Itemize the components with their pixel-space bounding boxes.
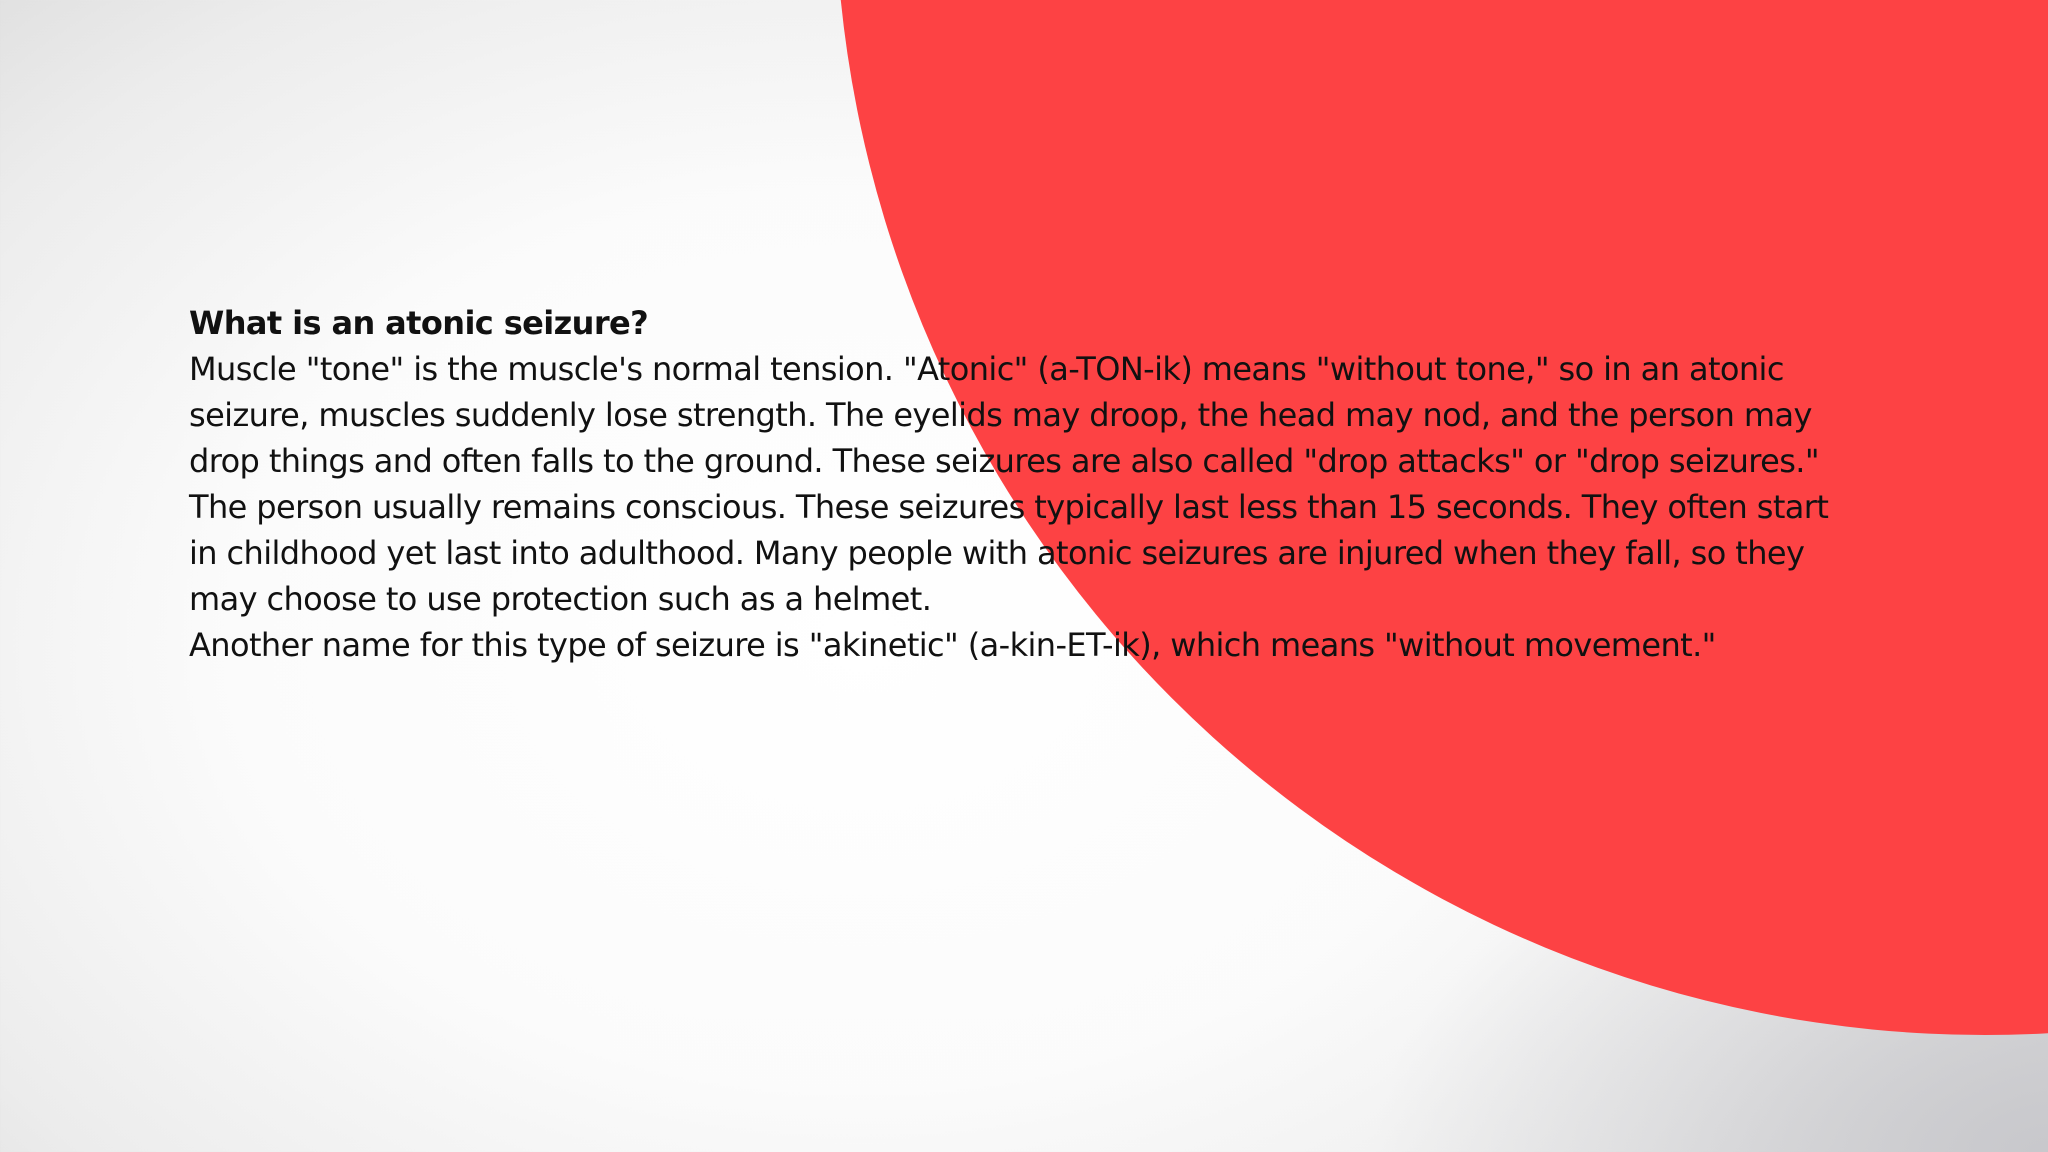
slide-paragraph-2: Another name for this type of seizure is "akinetic" (a-kin-ET-ik), which means "without movement." [189,626,1716,664]
slide-text-block [189,300,1849,668]
slide-heading: What is an atonic seizure? [189,304,649,342]
slide-paragraph-1: Muscle "tone" is the muscle's normal tension. "Atonic" (a-TON-ik) means "without tone," so in an atonic seizure, muscles suddenly lose strength. The eyelids may droop, the head may nod, and the person may drop things and often falls to the ground. These seizures are also called "drop attacks" or "drop seizures." The person usually remains conscious. These seizures typically last less than 15 seconds. They often start in childhood yet last into adulthood. Many people with atonic seizures are injured when they fall, so they may choose to use protection such as a helmet. [189,350,1829,618]
